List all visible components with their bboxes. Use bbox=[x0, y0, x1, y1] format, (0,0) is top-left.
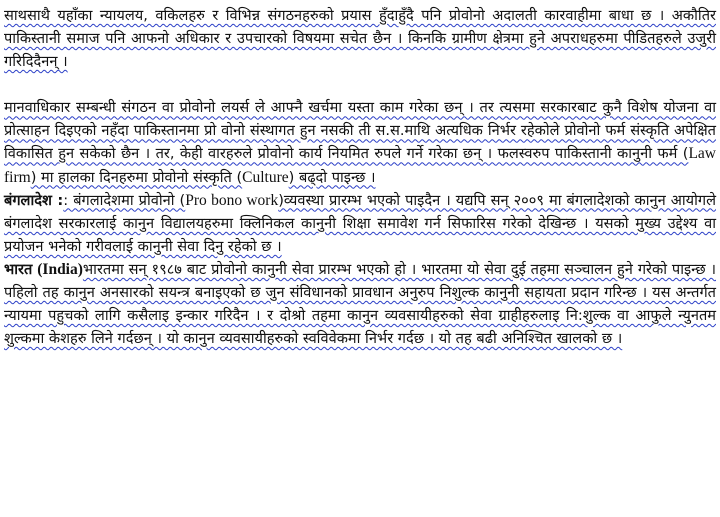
paragraph-pakistan-intro bbox=[4, 4, 716, 73]
paragraph-text: : बंगलादेशमा प्रोवोनो ( bbox=[63, 191, 186, 209]
section-heading-india: भारत bbox=[4, 260, 33, 278]
paragraph-text: मानवाधिकार सम्बन्धी संगठन वा प्रोवोनो लयर्स ले आफ्नै खर्चमा यस्ता काम गरेका छन् । तर त्यसमा सरकारबाट कुनै विशेष योजना वा प्रोत्साहन दिइएको नहँदा पाकिस्तानमा प्रो वोनो संस्थागत हुन नसकी ती स.स.माथि अत्यधिक निर्भर रहेकोले प्रोवोनो फर्म संस्कृति अपेक्षित विकासित हुन सकेको छैन । तर, केही वारहरुले प्रोवोनो कार्य नियमित रुपले गर्ने गरेका छन् । फलस्वरुप पाकिस्तानी कानुनी फर्म ( bbox=[4, 99, 716, 163]
paragraph-bangladesh bbox=[4, 189, 716, 258]
latin-term-pro-bono-work: Pro bono work bbox=[185, 191, 279, 209]
latin-term-law-firm: Law firm bbox=[4, 145, 716, 186]
paragraph-india bbox=[4, 258, 716, 350]
paragraph-text: )व्यवस्था प्रारम्भ भएको पाइदैन । यद्यपि सन् २००९ मा बंगलादेशको कानुन आयोगले बंगलादेश सरकारलाई कानुन विद्यालयहरुमा क्लिनिकल कानुनी शिक्षा समावेश गर्न सिफारिस गरेको देखिन्छ । यसको मुख्य उद्देश्य वा प्रयोजन भनेको गरीवलाई कानुनी सेवा दिनु रहेको छ । bbox=[4, 191, 716, 255]
paragraph-text: ) मा हालका दिनहरुमा प्रोवोनो संस्कृति ( bbox=[30, 168, 243, 186]
paragraph-text: साथसाथै यहाँका न्यायलय, वकिलहरु र विभिन्न संगठनहरुको प्रयास हुँदाहुँदै पनि प्रोवोनो अदालती कारवाहीमा बाधा छ । अकौतिर पाकिस्तानी समाज पनि आफनो अधिकार र उपचारको विषयमा सचेत छैन । किनकि ग्रामीण क्षेत्रमा हुने अपराधहरुमा पीडितहरुले उजुरी गरिदिदैनन् । bbox=[4, 7, 716, 71]
paragraph-text: भारतमा सन् १९८७ बाट प्रोवोनो कानुनी सेवा प्रारम्भ भएको हो । भारतमा यो सेवा दुई तहमा सञ्चालन हुने गरेको पाइन्छ । पहिलो तह कानुन अनसारको सयन्त्र बनाइएको छ जुन संविधानको प्रावधान अनुरुप निशुल्क कानुनी सहायता प्रदान गरिन्छ । यस अन्तर्गत न्यायमा पहुचको लागि कसैलाइ इन्कार गरिदैन । र दोश्रो तहमा कानुन व्यवसायीहरुको सेवा ग्राहीहरुलाइ नि:शुल्क वा आफुले न्युनतम शुल्कमा केशहरु लिने गर्दछन् । यो कानुन व्यवसायीहरुको स्वविवेकमा निर्भर गर्दछ । यो तह बढी अनिश्चित खालको छ । bbox=[4, 260, 716, 348]
latin-term-culture: Culture bbox=[242, 168, 289, 186]
paragraph-text: ) बढ्दो पाइन्छ । bbox=[288, 168, 376, 186]
latin-term-india: (India) bbox=[37, 260, 83, 278]
paragraph-pakistan-probono bbox=[4, 96, 716, 188]
paragraph-spacer bbox=[4, 73, 716, 96]
section-heading-bangladesh: बंगलादेश : bbox=[4, 191, 64, 209]
